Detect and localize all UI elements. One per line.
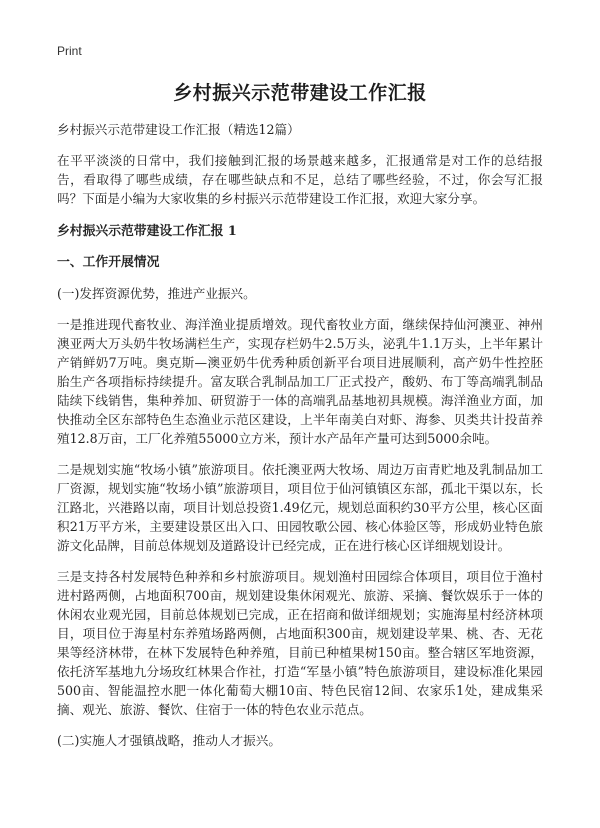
body-paragraph: 一是推进现代畜牧业、海洋渔业提质增效。现代畜牧业方面，继续保持仙河澳亚、神州澳亚两大万头奶牛牧场满栏生产，实现存栏奶牛2.5万头，泌乳牛1.1万头，上半年累计产销鲜奶7万吨。奥克斯—澳亚奶牛优秀种质创新平台项目进展顺利，高产奶牛性控胚胎生产各项指标持续提升。富友联合乳制品加工厂正式投产，酸奶、布丁等高端乳制品陆续下线销售，集种养加、研贸游于一体的高端乳品基地初具规模。海洋渔业方面，加快推动全区东部特色生态渔业示范区建设，上半年南美白对虾、海参、贝类共计投苗养殖12.8万亩，工厂化养殖55000立方米，预计水产品年产量可达到5000余吨。 xyxy=(57,317,543,446)
body-paragraph: 二是规划实施“牧场小镇”旅游项目。依托澳亚两大牧场、周边万亩青贮地及乳制品加工厂资源，规划实施“牧场小镇”旅游项目，项目位于仙河镇镇区东部，孤北干渠以东，长江路北，兴港路以南，项目计划总投资1.49亿元，规划总面积约30平方公里，核心区面积21万平方米，主要建设景区出入口、田园牧歌公园、核心体验区等，形成奶业特色旅游文化品牌，目前总体规划及道路设计已经完成，正在进行核心区详细规划设计。 xyxy=(57,462,543,553)
document-subtitle: 乡村振兴示范带建设工作汇报（精选12篇） xyxy=(57,122,300,137)
print-label: Print xyxy=(57,44,82,58)
document-body xyxy=(57,120,543,762)
body-paragraph: 三是支持各村发展特色种养和乡村旅游项目。规划渔村田园综合体项目，项目位于渔村进村路两侧，占地面积700亩，规划建设集休闲观光、旅游、采摘、餐饮娱乐于一体的休闲农业观光园，目前总体规划已完成，正在招商和做详细规划；实施海星村经济林项目，项目位于海星村东养殖场路两侧，占地面积300亩，规划建设苹果、桃、杏、无花果等经济林带，在林下发展特色种养殖，目前已种植果树150亩。整合辖区军地资源，依托济军基地九分场玫红林果合作社，打造“军垦小镇”特色旅游项目，建设标准化果园500亩、智能温控水肥一体化葡萄大棚10亩、特色民宿12间、农家乐1处，建成集采摘、观光、旅游、餐饮、住宿于一体的特色农业示范点。 xyxy=(57,569,543,717)
subsection-title: (一)发挥资源优势，推进产业振兴。 xyxy=(57,286,256,301)
intro-paragraph: 在平平淡淡的日常中，我们接触到汇报的场景越来越多，汇报通常是对工作的总结报告，看取得了哪些成绩，存在哪些缺点和不足，总结了哪些经验，不过，你会写汇报吗？下面是小编为大家收集的乡村振兴示范带建设工作汇报，欢迎大家分享。 xyxy=(57,153,543,206)
subsection-title: (二)实施人才强镇战略，推动人才振兴。 xyxy=(57,733,281,748)
section-title: 乡村振兴示范带建设工作汇报 1 xyxy=(57,224,237,239)
part-title: 一、工作开展情况 xyxy=(57,255,160,270)
document-title: 乡村振兴示范带建设工作汇报 xyxy=(173,82,427,104)
